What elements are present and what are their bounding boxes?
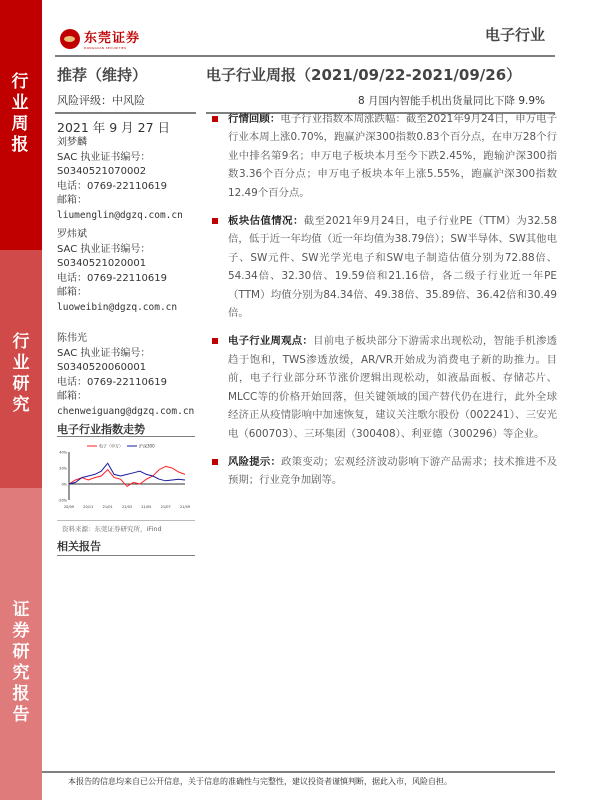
subtitle: 8 月国内智能手机出货量同比下降 9.9% — [357, 95, 545, 107]
related-reports-heading: 相关报告 — [57, 540, 101, 553]
email-link[interactable]: chenweiguang@dgzq.com.cn — [57, 405, 195, 417]
index-trend-chart — [55, 442, 190, 512]
phone: 电话：0769-22110619 — [57, 180, 167, 192]
author-name: 陈伟光 — [57, 333, 87, 344]
x-tick-label: 21/03 — [121, 505, 133, 509]
bullet-square-icon — [212, 459, 218, 465]
sac-number: S0340521020001 — [57, 258, 147, 269]
email-link[interactable]: luoweibin@dgzq.com.cn — [57, 301, 178, 313]
x-tick-label: 21/07 — [160, 505, 171, 509]
email-label: 邮箱： — [57, 391, 87, 402]
phone: 电话：0769-22110619 — [57, 272, 167, 284]
chart-source: 资料来源：东莞证券研究所，iFind — [62, 525, 162, 533]
x-tick-label: 20/09 — [63, 505, 75, 509]
author-name: 刘梦麟 — [57, 137, 87, 148]
y-tick-label: 0% — [61, 482, 67, 487]
sac-label: SAC 执业证书编号： — [57, 347, 151, 359]
sidebar-label-weekly: 行业周报 — [11, 72, 29, 155]
y-tick-label: 40% — [59, 450, 67, 455]
author-block — [57, 136, 183, 223]
x-tick-label: 20/11 — [83, 505, 94, 509]
bullet-square-icon — [212, 218, 218, 224]
phone: 电话：0769-22110619 — [57, 376, 167, 388]
y-tick-label: -20% — [57, 498, 67, 503]
author-block — [57, 228, 177, 315]
x-tick-label: 21/09 — [179, 505, 190, 509]
company-logo — [60, 27, 140, 50]
series-line-1 — [69, 463, 185, 484]
summary-bullets — [212, 110, 557, 500]
sidebar-label-research: 行业研究 — [12, 332, 30, 415]
email-label: 邮箱： — [57, 195, 87, 206]
sidebar-label-report: 证券研究报告 — [12, 600, 30, 725]
legend-label: 电子（申万） — [99, 443, 123, 449]
bullet-risk: 风险提示：政策变动；宏观经济波动影响下游产品需求；技术推进不及预期；行业竞争加剧等。 — [212, 453, 557, 490]
page-title: 电子行业周报（2021/09/22-2021/09/26） — [206, 66, 522, 84]
report-date: 2021 年 9 月 27 日 — [57, 120, 171, 135]
disclaimer: 本报告的信息均来自已公开信息，关于信息的准确性与完整性，建议投资者谨慎判断，据此入市，风险自担。 — [68, 777, 452, 786]
sac-label: SAC 执业证书编号： — [57, 151, 151, 163]
sac-number: S0340521070002 — [57, 166, 147, 177]
email-link[interactable]: liumenglin@dgzq.com.cn — [57, 209, 183, 221]
logo-subtext: DONGGUAN SECURITIES — [84, 46, 127, 50]
sac-number: S0340520060001 — [57, 362, 147, 373]
bullet-valuation: 板块估值情况：截至2021年9月24日，电子行业PE（TTM）为32.58倍，低于近一年均值（近一年均值为38.79倍）；SW半导体、SW其他电子、SW元件、SW光学光电子和SW电子制造估值分别为72.88倍、54.34倍、32.30倍、19.59倍和21.16倍，各二级子行业近一年PE（TTM）均值分别为84.34倍、49.38倍、35.89倍、36.42倍和30.49倍。 — [212, 212, 557, 322]
logo-text: 东莞证券 — [84, 31, 141, 46]
author-name: 罗炜斌 — [57, 229, 87, 240]
bullet-market-review: 行情回顾：电子行业指数本周涨跌幅：截至2021年9月24日，申万电子行业本周上涨0.70%，跑赢沪深300指数0.83个百分点，在申万28个行业中排名第9名；申万电子板块本月至今下跌2.45%，跑输沪深300指数3.36个百分点；申万电子板块本年上涨5.55%，跑赢沪深300指数12.49个百分点。 — [212, 110, 557, 202]
author-block — [57, 332, 194, 419]
bullet-square-icon — [212, 116, 218, 122]
x-tick-label: 21/05 — [141, 505, 152, 509]
bullet-square-icon — [212, 338, 218, 344]
logo-icon — [60, 29, 80, 49]
chart-title: 电子行业指数走势 — [57, 423, 145, 436]
sac-label: SAC 执业证书编号： — [57, 243, 151, 255]
risk-level: 风险评级：中风险 — [57, 94, 145, 107]
legend-label: 沪深300 — [139, 443, 155, 449]
rating: 推荐（维持） — [57, 66, 148, 84]
industry-label: 电子行业 — [484, 26, 545, 44]
bullet-weekly-view: 电子行业周观点：目前电子板块部分下游需求出现松动，智能手机渗透趋于饱和，TWS渗透放缓，AR/VR开始成为消费电子新的助推力。目前，电子行业部分环节涨价逻辑出现松动，如液晶面板、存储芯片、MLCC等的价格开始回落，但关键领域的国产替代仍在进行，此外全球经济正从疫情影响中加速恢复，建议关注歌尔股份（002241）、三安光电（600703）、三环集团（300408）、利亚德（300296）等企业。 — [212, 332, 557, 442]
email-label: 邮箱： — [57, 287, 87, 298]
x-tick-label: 21/01 — [102, 505, 113, 509]
y-tick-label: 20% — [59, 466, 67, 471]
